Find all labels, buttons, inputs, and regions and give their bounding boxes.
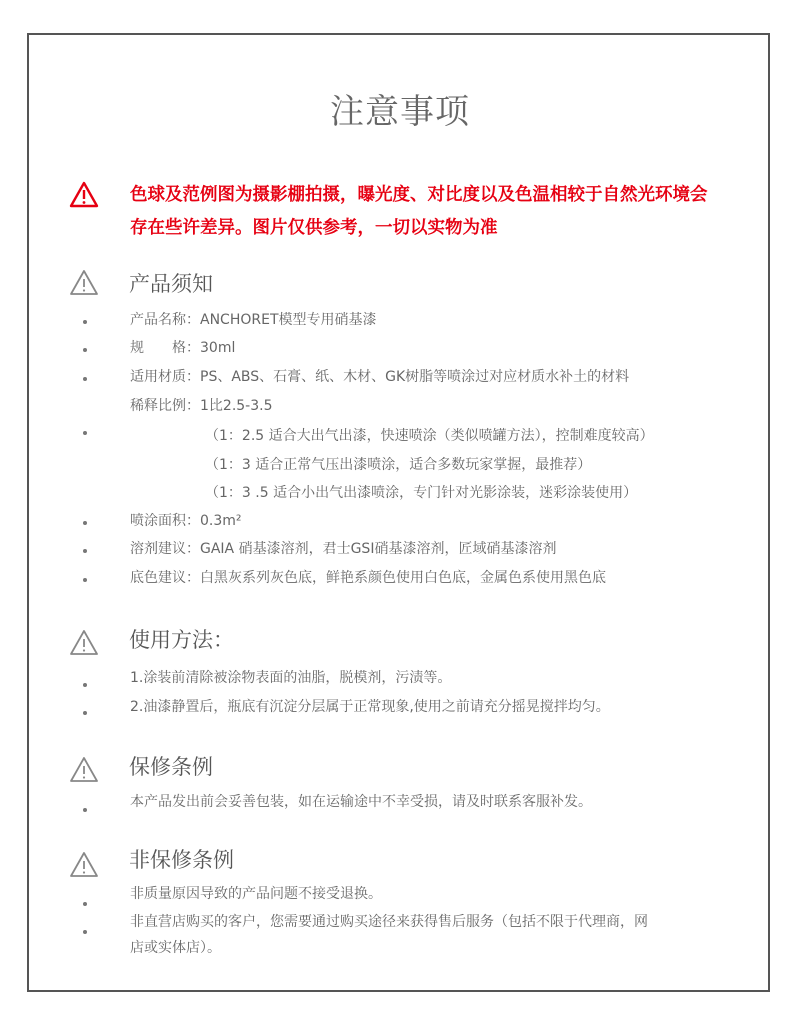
list-item: 喷涂面积：0.3m² — [130, 513, 242, 529]
notice-line: 色球及范例图为摄影棚拍摄，曝光度、对比度以及色温相较于自然光环境会 — [130, 185, 708, 205]
bullet — [83, 431, 87, 435]
bullet — [83, 683, 87, 687]
list-item: 底色建议：白黑灰系列灰色底，鲜艳系颜色使用白色底，金属色系使用黑色底 — [130, 570, 606, 586]
page-title: 注意事项 — [330, 92, 470, 132]
list-item: 产品名称：ANCHORET模型专用硝基漆 — [130, 312, 377, 328]
section-heading: 保修条例 — [129, 755, 213, 779]
notice-line: 存在些许差异。图片仅供参考，一切以实物为准 — [130, 218, 498, 238]
list-item: 规 格：30ml — [130, 340, 236, 356]
bullet — [83, 377, 87, 381]
bullet — [83, 711, 87, 715]
section-heading: 产品须知 — [129, 272, 213, 296]
list-item: 本产品发出前会妥善包装，如在运输途中不幸受损，请及时联系客服补发。 — [130, 794, 592, 810]
list-item: 非直营店购买的客户，您需要通过购买途径来获得售后服务（包括不限于代理商，网 — [130, 914, 648, 930]
bullet — [83, 348, 87, 352]
ratio-item: （1：3 .5 适合小出气出漆喷涂，专门针对光影涂装，迷彩涂装使用） — [205, 485, 638, 501]
warning-icon — [69, 851, 99, 878]
warning-icon — [69, 756, 99, 783]
bullet — [83, 549, 87, 553]
bullet — [83, 930, 87, 934]
warning-icon — [69, 629, 99, 656]
bullet — [83, 578, 87, 582]
ratio-item: （1：2.5 适合大出气出漆，快速喷涂（类似喷罐方法），控制难度较高） — [205, 428, 654, 444]
section-heading: 非保修条例 — [129, 848, 234, 872]
list-item-continued: 店或实体店）。 — [130, 940, 221, 956]
list-item: 溶剂建议：GAIA 硝基漆溶剂，君士GSI硝基漆溶剂，匠域硝基漆溶剂 — [130, 541, 557, 557]
list-item: 1.涂装前清除被涂物表面的油脂，脱模剂，污渍等。 — [130, 670, 452, 686]
list-item: 适用材质：PS、ABS、石膏、纸、木材、GK树脂等喷涂过对应材质水补土的材料 — [130, 369, 630, 385]
bullet — [83, 808, 87, 812]
bullet — [83, 320, 87, 324]
bullet — [83, 521, 87, 525]
ratio-item: （1：3 适合正常气压出漆喷涂，适合多数玩家掌握，最推荐） — [205, 457, 592, 473]
warning-icon — [69, 181, 99, 208]
warning-icon — [69, 269, 99, 296]
list-item: 非质量原因导致的产品问题不接受退换。 — [130, 886, 382, 902]
bullet — [83, 902, 87, 906]
section-heading: 使用方法： — [129, 628, 234, 652]
list-item: 稀释比例：1比2.5-3.5 — [130, 398, 273, 414]
list-item: 2.油漆静置后，瓶底有沉淀分层属于正常现象,使用之前请充分摇晃搅拌均匀。 — [130, 699, 610, 715]
